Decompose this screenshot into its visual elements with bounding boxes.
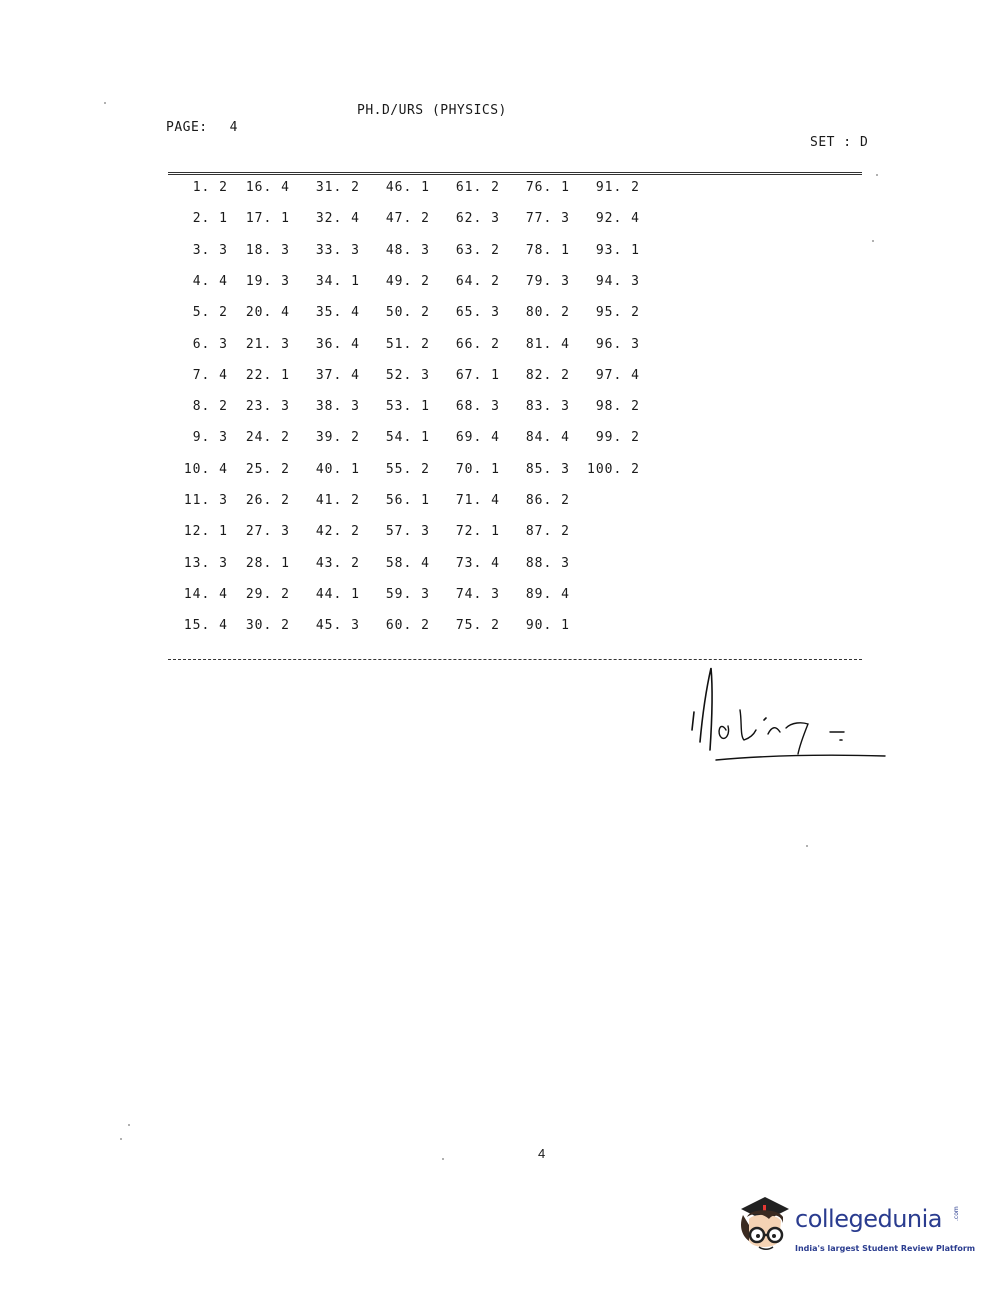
mascot-icon xyxy=(735,1195,791,1257)
answer-entry: 51. 2 xyxy=(385,336,430,352)
answer-entry: 98. 2 xyxy=(595,399,640,415)
answer-entry: 19. 3 xyxy=(245,273,290,289)
answer-entry: 68. 3 xyxy=(455,399,500,415)
answer-entry: 95. 2 xyxy=(595,305,640,321)
answer-entry: 59. 3 xyxy=(385,586,430,602)
answer-entry: 67. 1 xyxy=(455,367,500,383)
scan-speck xyxy=(876,174,878,176)
answer-key-grid xyxy=(168,180,668,640)
answer-entry: 23. 3 xyxy=(245,399,290,415)
answer-entry: 83. 3 xyxy=(525,399,570,415)
answer-entry: 42. 2 xyxy=(315,524,360,540)
answer-entry: 16. 4 xyxy=(245,180,290,195)
brand-logo xyxy=(735,1195,976,1265)
answer-entry: 89. 4 xyxy=(525,586,570,602)
answer-entry: 76. 1 xyxy=(525,180,570,195)
answer-entry: 1. 2 xyxy=(192,180,228,195)
answer-entry: 25. 2 xyxy=(245,461,290,477)
answer-entry: 15. 4 xyxy=(183,618,228,634)
answer-entry: 55. 2 xyxy=(385,461,430,477)
answer-entry: 79. 3 xyxy=(525,273,570,289)
scan-speck xyxy=(442,1158,444,1160)
scan-speck xyxy=(128,1124,130,1126)
answer-entry: 2. 1 xyxy=(192,211,228,227)
answer-entry: 94. 3 xyxy=(595,273,640,289)
answer-entry: 48. 3 xyxy=(385,242,430,258)
answer-entry: 97. 4 xyxy=(595,367,640,383)
answer-entry: 27. 3 xyxy=(245,524,290,540)
answer-entry: 45. 3 xyxy=(315,618,360,634)
answer-entry: 35. 4 xyxy=(315,305,360,321)
footer-page-number: 4 xyxy=(538,1146,546,1161)
answer-entry: 12. 1 xyxy=(183,524,228,540)
answer-entry: 58. 4 xyxy=(385,555,430,571)
answer-entry: 44. 1 xyxy=(315,586,360,602)
answer-entry: 56. 1 xyxy=(385,493,430,508)
answer-entry: 74. 3 xyxy=(455,586,500,602)
answer-entry: 5. 2 xyxy=(192,305,228,321)
answer-entry: 32. 4 xyxy=(315,211,360,227)
answer-entry: 36. 4 xyxy=(315,336,360,352)
answer-entry: 91. 2 xyxy=(595,180,640,195)
answer-entry: 29. 2 xyxy=(245,586,290,602)
answer-entry: 18. 3 xyxy=(245,242,290,258)
answer-entry: 30. 2 xyxy=(245,618,290,634)
answer-entry: 50. 2 xyxy=(385,305,430,321)
answer-entry: 49. 2 xyxy=(385,273,430,289)
answer-entry: 34. 1 xyxy=(315,273,360,289)
answer-entry: 86. 2 xyxy=(525,493,570,508)
answer-entry: 52. 3 xyxy=(385,367,430,383)
answer-entry: 75. 2 xyxy=(455,618,500,634)
answer-entry: 17. 1 xyxy=(245,211,290,227)
answer-entry: 88. 3 xyxy=(525,555,570,571)
answer-entry: 73. 4 xyxy=(455,555,500,571)
answer-entry: 93. 1 xyxy=(595,242,640,258)
answer-entry: 28. 1 xyxy=(245,555,290,571)
answer-entry: 39. 2 xyxy=(315,430,360,446)
answer-entry: 63. 2 xyxy=(455,242,500,258)
answer-entry: 81. 4 xyxy=(525,336,570,352)
page-label: PAGE: xyxy=(166,120,208,135)
answer-entry: 61. 2 xyxy=(455,180,500,195)
scan-speck xyxy=(120,1138,122,1140)
answer-entry: 9. 3 xyxy=(192,430,228,446)
answer-entry: 24. 2 xyxy=(245,430,290,446)
answer-entry: 31. 2 xyxy=(315,180,360,195)
answer-entry: 47. 2 xyxy=(385,211,430,227)
answer-entry: 100. 2 xyxy=(587,461,640,477)
answer-entry: 92. 4 xyxy=(595,211,640,227)
answer-entry: 72. 1 xyxy=(455,524,500,540)
answer-entry: 80. 2 xyxy=(525,305,570,321)
answer-entry: 14. 4 xyxy=(183,586,228,602)
answer-entry: 65. 3 xyxy=(455,305,500,321)
answer-entry: 4. 4 xyxy=(192,273,228,289)
page-label-value: 4 xyxy=(229,120,238,135)
signature-image xyxy=(680,660,890,770)
top-double-rule xyxy=(168,172,862,177)
answer-entry: 70. 1 xyxy=(455,461,500,477)
scan-speck xyxy=(872,240,874,242)
answer-entry: 90. 1 xyxy=(525,618,570,634)
answer-entry: 78. 1 xyxy=(525,242,570,258)
answer-entry: 41. 2 xyxy=(315,493,360,508)
brand-tagline: India's largest Student Review Platform xyxy=(795,1244,976,1253)
answer-entry: 69. 4 xyxy=(455,430,500,446)
answer-entry: 64. 2 xyxy=(455,273,500,289)
answer-entry: 66. 2 xyxy=(455,336,500,352)
answer-entry: 84. 4 xyxy=(525,430,570,446)
answer-entry: 46. 1 xyxy=(385,180,430,195)
answer-entry: 82. 2 xyxy=(525,367,570,383)
document-title: PH.D/URS (PHYSICS) xyxy=(357,103,507,118)
answer-entry: 38. 3 xyxy=(315,399,360,415)
answer-entry: 13. 3 xyxy=(183,555,228,571)
brand-name: collegedunia xyxy=(795,1205,943,1233)
answer-entry: 62. 3 xyxy=(455,211,500,227)
brand-domain-suffix: .com xyxy=(953,1206,960,1221)
answer-entry: 10. 4 xyxy=(183,461,228,477)
answer-entry: 20. 4 xyxy=(245,305,290,321)
answer-entry: 40. 1 xyxy=(315,461,360,477)
answer-entry: 21. 3 xyxy=(245,336,290,352)
answer-entry: 99. 2 xyxy=(595,430,640,446)
answer-entry: 22. 1 xyxy=(245,367,290,383)
answer-entry: 96. 3 xyxy=(595,336,640,352)
answer-entry: 43. 2 xyxy=(315,555,360,571)
page-indicator xyxy=(166,120,238,135)
answer-entry: 7. 4 xyxy=(192,367,228,383)
answer-entry: 3. 3 xyxy=(192,242,228,258)
answer-entry: 57. 3 xyxy=(385,524,430,540)
answer-entry: 11. 3 xyxy=(183,493,228,508)
answer-entry: 85. 3 xyxy=(525,461,570,477)
answer-entry: 54. 1 xyxy=(385,430,430,446)
answer-entry: 60. 2 xyxy=(385,618,430,634)
answer-entry: 53. 1 xyxy=(385,399,430,415)
scan-speck xyxy=(104,102,106,104)
answer-entry: 37. 4 xyxy=(315,367,360,383)
answer-entry: 71. 4 xyxy=(455,493,500,508)
answer-entry: 33. 3 xyxy=(315,242,360,258)
answer-entry: 6. 3 xyxy=(192,336,228,352)
answer-entry: 26. 2 xyxy=(245,493,290,508)
answer-entry: 87. 2 xyxy=(525,524,570,540)
answer-entry: 8. 2 xyxy=(192,399,228,415)
answer-entry: 77. 3 xyxy=(525,211,570,227)
scan-speck xyxy=(806,845,808,847)
set-indicator: SET : D xyxy=(810,135,869,150)
